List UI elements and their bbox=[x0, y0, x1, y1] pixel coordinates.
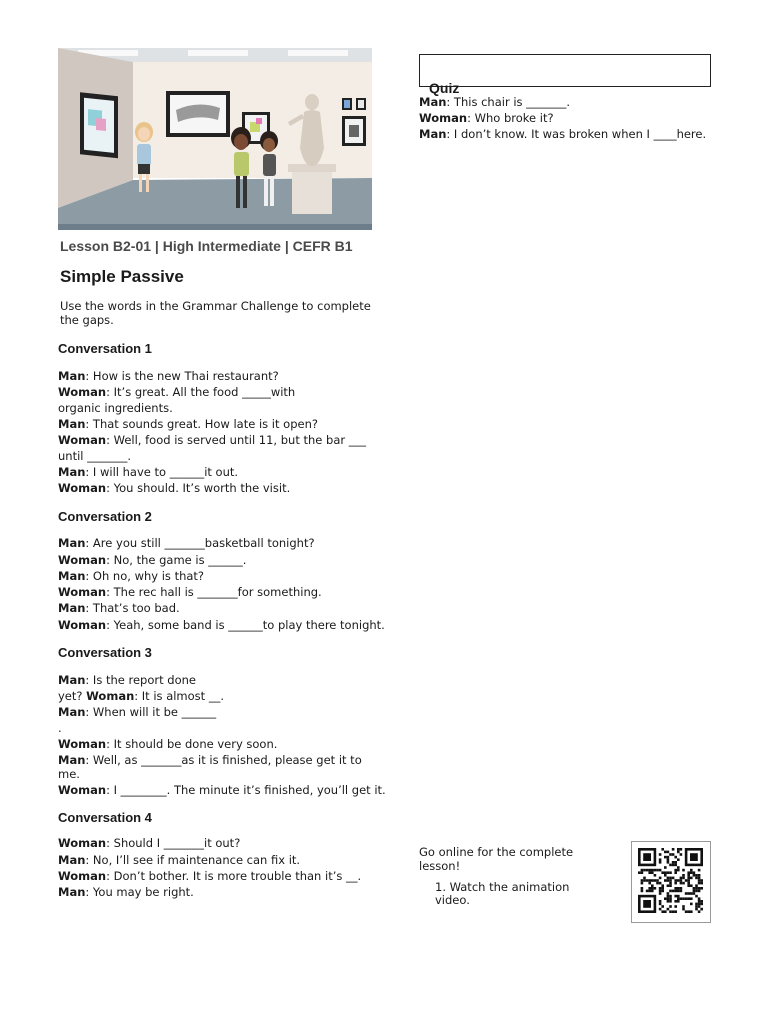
qr-code-icon bbox=[632, 842, 710, 922]
dialogue-line: yet? Woman: It is almost __. bbox=[58, 689, 224, 703]
lesson-illustration bbox=[58, 48, 372, 230]
conversation-heading: Conversation 1 bbox=[58, 341, 152, 356]
dialogue-line: Woman: It should be done very soon. bbox=[58, 737, 278, 751]
dialogue-line: Woman: The rec hall is _______for something. bbox=[58, 585, 322, 599]
quiz-title: Quiz bbox=[429, 80, 460, 96]
dialogue-line: Man: You may be right. bbox=[58, 885, 194, 899]
dialogue-line: me. bbox=[58, 767, 80, 781]
lesson-meta: Lesson B2-01 | High Intermediate | CEFR B1 bbox=[60, 238, 353, 254]
dialogue-line: Woman: Don’t bother. It is more trouble than it’s __. bbox=[58, 869, 362, 883]
dialogue-line: Man: Oh no, why is that? bbox=[58, 569, 205, 583]
dialogue-line: Man: Are you still _______basketball tonight? bbox=[58, 536, 315, 550]
page-title: Simple Passive bbox=[60, 267, 184, 286]
quiz-line: Woman: Who broke it? bbox=[419, 111, 554, 125]
dialogue-line: Man: That’s too bad. bbox=[58, 601, 180, 615]
online-step: 1. Watch the animation video. bbox=[435, 880, 570, 907]
quiz-line: Man: I don’t know. It was broken when I ____here. bbox=[419, 127, 707, 141]
online-note: Go online for the complete lesson! bbox=[419, 845, 574, 873]
quiz-line: Man: This chair is _______. bbox=[419, 95, 571, 109]
dialogue-line: until _______. bbox=[58, 449, 132, 463]
dialogue-line: organic ingredients. bbox=[58, 401, 173, 415]
dialogue-line: Man: Is the report done bbox=[58, 673, 196, 687]
dialogue-line: Man: That sounds great. How late is it open? bbox=[58, 417, 318, 431]
dialogue-line: Woman: Yeah, some band is ______to play there tonight. bbox=[58, 618, 385, 632]
dialogue-line: Man: No, I’ll see if maintenance can fix it. bbox=[58, 853, 301, 867]
dialogue-line: Man: I will have to ______it out. bbox=[58, 465, 239, 479]
dialogue-line: Man: How is the new Thai restaurant? bbox=[58, 369, 279, 383]
dialogue-line: Man: When will it be ______ bbox=[58, 705, 217, 719]
conversation-heading: Conversation 3 bbox=[58, 645, 152, 660]
conversation-heading: Conversation 4 bbox=[58, 810, 152, 825]
instructions: Use the words in the Grammar Challenge to complete the gaps. bbox=[60, 299, 371, 327]
dialogue-line: . bbox=[58, 721, 62, 735]
dialogue-line: Man: Well, as _______as it is finished, please get it to bbox=[58, 753, 362, 767]
quiz-box bbox=[419, 54, 711, 87]
dialogue-line: Woman: I ________. The minute it’s finished, you’ll get it. bbox=[58, 783, 386, 797]
dialogue-line: Woman: It’s great. All the food _____with bbox=[58, 385, 296, 399]
conversation-heading: Conversation 2 bbox=[58, 509, 152, 524]
dialogue-line: Woman: You should. It’s worth the visit. bbox=[58, 481, 291, 495]
qr-code[interactable] bbox=[631, 841, 711, 923]
dialogue-line: Woman: Should I _______it out? bbox=[58, 836, 241, 850]
dialogue-line: Woman: Well, food is served until 11, but the bar ___ bbox=[58, 433, 366, 447]
dialogue-line: Woman: No, the game is ______. bbox=[58, 553, 247, 567]
